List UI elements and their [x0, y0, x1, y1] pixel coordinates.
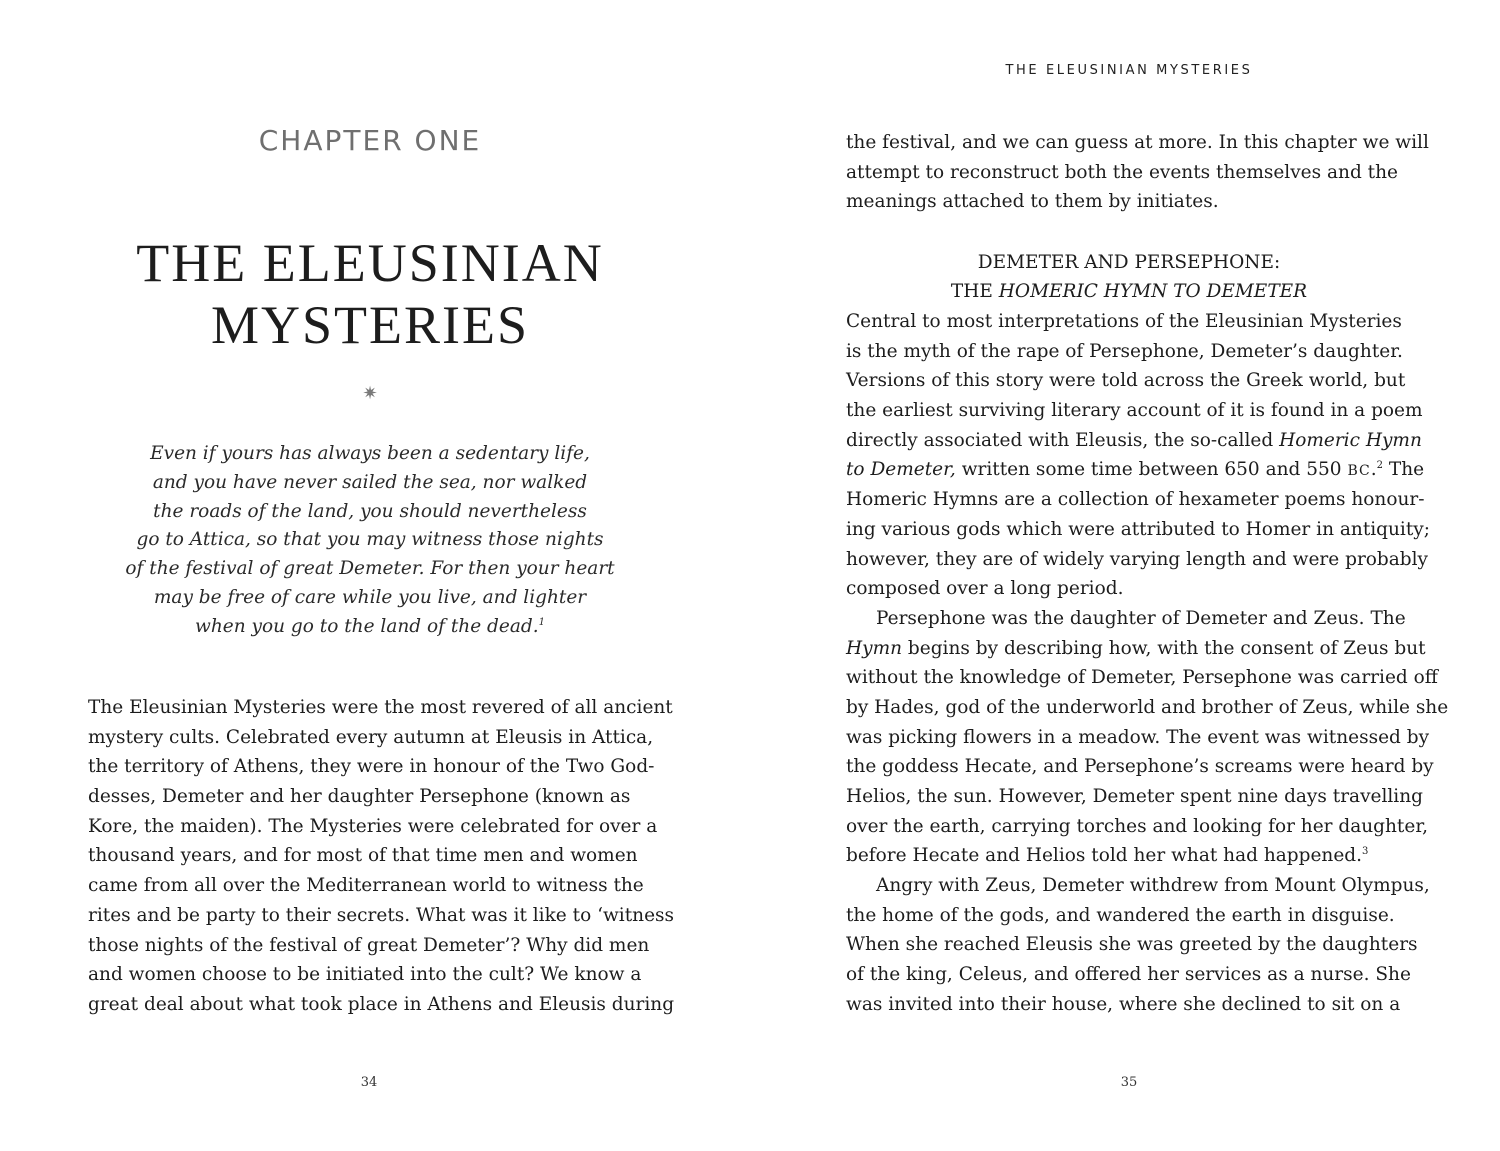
body-line: however, they are of widely varying length and were probably — [846, 548, 1429, 570]
epigraph — [0, 440, 740, 642]
epigraph-line: of the festival of great Demeter. For then your heart — [125, 558, 615, 580]
body-line: When she reached Eleusis she was greeted by the daughters — [846, 934, 1418, 956]
text-run: The — [1382, 459, 1425, 481]
epigraph-line: Even if yours has always been a sedentary life, — [150, 443, 590, 464]
body-line: great deal about what took place in Athens and Eleusis during — [88, 993, 675, 1015]
body-line: Versions of this story were told across the Greek world, but — [846, 370, 1406, 392]
footnote-marker[interactable]: 1 — [538, 616, 545, 628]
body-line: the festival, and we can guess at more. In this chapter we will — [846, 132, 1429, 153]
italic-title: Homeric Hymn — [1279, 429, 1422, 451]
left-body-text — [88, 693, 675, 1020]
epigraph-line: go to Attica, so that you may witness those nights — [136, 529, 604, 551]
body-line: rites and be party to their secrets. What was it like to ‘witness — [88, 904, 675, 926]
body-line: the earliest surviving literary account of it is found in a poem — [846, 400, 1423, 422]
body-line: Helios, the sun. However, Demeter spent nine days travelling — [846, 786, 1423, 807]
italic-title: Hymn — [846, 637, 903, 659]
right-body-text — [846, 307, 1449, 1020]
body-line: was invited into their house, where she declined to sit on a — [846, 993, 1401, 1015]
epigraph-last-text: when you go to the land of the dead. — [195, 615, 539, 637]
chapter-title-line: MYSTERIES — [210, 295, 530, 355]
epigraph-line: the roads of the land, you should nevertheless — [153, 500, 587, 522]
body-line: attempt to reconstruct both the events themselves and the — [846, 161, 1398, 183]
footnote-marker[interactable]: 2 — [1376, 460, 1383, 472]
text-run: before Hecate and Helios told her what had happened. — [846, 845, 1363, 867]
body-line: the goddess Hecate, and Persephone’s screams were heard by — [846, 756, 1434, 778]
body-line: and women choose to be initiated into the cult? We know a — [88, 964, 642, 986]
body-line: the home of the gods, and wandered the earth in disguise. — [846, 904, 1395, 926]
body-line: ing various gods which were attributed to Homer in antiquity; — [846, 518, 1430, 540]
body-line: without the knowledge of Demeter, Persephone was carried off — [846, 667, 1438, 689]
body-line: Central to most interpretations of the Eleusinian Mysteries — [846, 311, 1402, 332]
body-line: Kore, the maiden). The Mysteries were celebrated for over a — [88, 815, 658, 837]
body-line: of the king, Celeus, and offered her services as a nurse. She — [846, 964, 1411, 986]
page-number: 35 — [1120, 1075, 1138, 1090]
body-line: Angry with Zeus, Demeter withdrew from Mount Olympus, — [876, 875, 1430, 897]
body-line: meanings attached to them by initiates. — [846, 191, 1219, 213]
body-line: Homeric Hymns are a collection of hexameter poems honour- — [846, 489, 1425, 511]
body-line: thousand years, and for most of that time men and women — [88, 845, 638, 867]
body-line: those nights of the festival of great Demeter’? Why did men — [88, 934, 650, 956]
body-line — [846, 634, 1426, 664]
section-heading-line — [750, 277, 1500, 306]
asterisk-ornament-icon: ✷ — [362, 383, 378, 404]
body-line — [846, 455, 1425, 485]
body-line: the territory of Athens, they were in honour of the Two God- — [88, 756, 655, 778]
page-number: 34 — [360, 1075, 378, 1090]
body-line: mystery cults. Celebrated every autumn at Eleusis in Attica, — [88, 726, 654, 748]
body-line: by Hades, god of the underworld and brother of Zeus, while she — [846, 696, 1449, 718]
right-top-text — [846, 128, 1429, 217]
footnote-marker[interactable]: 3 — [1362, 846, 1369, 858]
body-line — [846, 426, 1422, 456]
italic-title: to Demeter, — [846, 459, 956, 481]
chapter-title-line: THE ELEUSINIAN — [136, 233, 604, 293]
body-line: Persephone was the daughter of Demeter and Zeus. The — [876, 607, 1406, 629]
text-run: . — [1370, 459, 1377, 481]
chapter-title — [0, 232, 740, 356]
body-line: is the myth of the rape of Persephone, Demeter’s daughter. — [846, 340, 1403, 362]
section-heading — [750, 248, 1500, 306]
epigraph-line: may be free of care while you live, and lighter — [153, 586, 587, 608]
body-line: composed over a long period. — [846, 578, 1124, 600]
section-heading-italic: HOMERIC HYMN TO DEMETER — [998, 281, 1308, 302]
right-page — [750, 0, 1500, 1151]
epigraph-line — [0, 613, 740, 642]
small-caps-bc: BC — [1347, 463, 1371, 480]
body-line: over the earth, carrying torches and looking for her daughter, — [846, 815, 1429, 837]
body-line: The Eleusinian Mysteries were the most revered of all ancient — [88, 697, 673, 718]
epigraph-line: and you have never sailed the sea, nor walked — [152, 471, 588, 493]
body-line: came from all over the Mediterranean world to witness the — [88, 875, 644, 897]
running-head: THE ELEUSINIAN MYSTERIES — [1005, 63, 1253, 78]
body-line: was picking flowers in a meadow. The event was witnessed by — [846, 726, 1430, 748]
text-run: written some time between 650 and 550 — [955, 459, 1348, 481]
section-heading-line: DEMETER AND PERSEPHONE: — [977, 252, 1281, 273]
body-line: desses, Demeter and her daughter Persephone (known as — [88, 786, 631, 808]
chapter-label: CHAPTER ONE — [258, 124, 482, 157]
section-heading-prefix: THE — [950, 281, 999, 302]
body-line — [846, 841, 1416, 871]
text-run: begins by describing how, with the consent of Zeus but — [902, 637, 1426, 659]
text-run: directly associated with Eleusis, the so-called — [846, 429, 1280, 451]
